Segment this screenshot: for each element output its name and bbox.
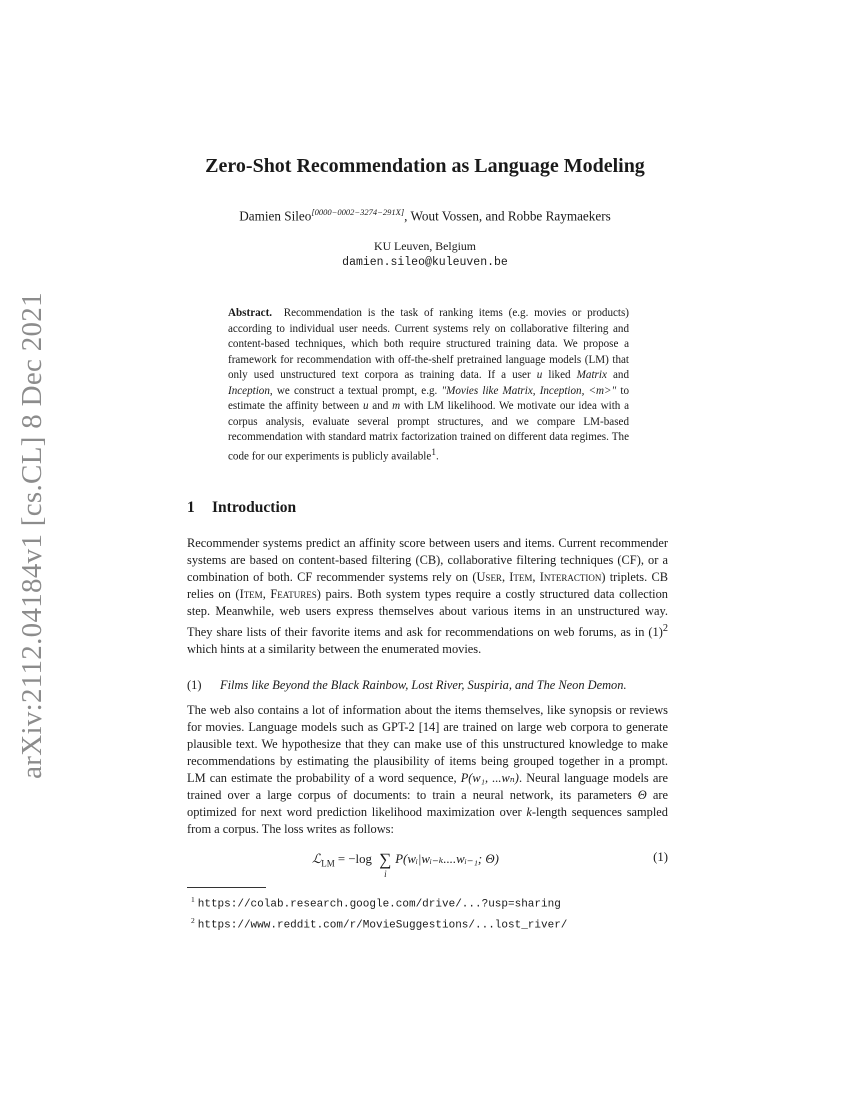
body-text: ) triplets. CB relies on ( [187, 570, 668, 601]
loss-equation [187, 850, 668, 880]
body-text: , [501, 570, 510, 584]
example-text: Films like Beyond the Black Rainbow, Lost River, Suspiria, and The Neon Demon. [220, 678, 627, 692]
arxiv-identifier-stamp [4, 291, 60, 779]
abstract-text: . [435, 450, 439, 463]
small-caps-term: Item [239, 587, 263, 601]
section-title: Introduction [212, 499, 297, 516]
other-authors: , Wout Vossen, and Robbe Raymaekers [404, 208, 611, 224]
footnote-2 [191, 913, 567, 934]
footnote-1 [191, 892, 567, 913]
numbered-example [187, 678, 627, 693]
abstract-text: and [372, 400, 389, 412]
body-text: ) pairs. Both system types require a costly structured data collection step. Meanwhile, web users express themselves about various items in an unstructured way. They share lists of their favorite items and ask for recommendations on web forums, as in (1) [187, 587, 668, 640]
math-expression: P(w₁, ...wₙ) [460, 771, 519, 785]
equation-rhs: P(wᵢ|wᵢ₋ₖ....wᵢ₋₁; Θ) [395, 852, 499, 866]
body-text: Recommender systems predict an affinity score between users and items. Current recommender systems are based on content-based filtering (CB), collaborative filtering techniques (CF), or a combination of both. CF recommender systems rely on ( [187, 536, 668, 584]
author-email[interactable]: damien.sileo@kuleuven.be [342, 256, 508, 269]
abstract-text: liked [548, 369, 571, 381]
body-text: are optimized for next word prediction likelihood maximization over [187, 788, 668, 819]
footnotes [191, 892, 567, 933]
body-text: which hints at a similarity between the enumerated movies. [187, 642, 482, 657]
var-u: u [536, 369, 543, 381]
body-text: -length sequences sampled from a corpus. The loss writes as follows: [187, 805, 668, 836]
body-text: , [262, 587, 271, 601]
footnote-link[interactable]: https://www.reddit.com/r/MovieSuggestions/...lost_river/ [197, 919, 568, 932]
equation-operator: = −log [334, 852, 376, 866]
abstract-label: Abstract. [228, 307, 273, 319]
affiliation: KU Leuven, Belgium [374, 239, 476, 253]
movie-title: Inception [228, 384, 270, 397]
prompt-example: "Movies like Matrix, Inception, <m>" [441, 384, 617, 397]
sum-index: i [384, 869, 387, 879]
footnote-link[interactable]: https://colab.research.google.com/drive/...?usp=sharing [197, 898, 561, 911]
loss-symbol: ℒ [312, 852, 322, 866]
paper-title: Zero-Shot Recommendation as Language Modeling [205, 155, 645, 177]
footnote-mark: 2 [191, 915, 195, 925]
footnote-ref[interactable]: 2 [662, 623, 668, 634]
summation-symbol [379, 850, 392, 879]
footnote-mark: 1 [191, 895, 195, 904]
abstract-text: , we construct a textual prompt, e.g. [269, 384, 438, 397]
movie-title: Matrix [576, 369, 607, 381]
abstract-text: with LM likelihood. We motivate our idea with a corpus analysis, evaluate several prompt structures, and we compare LM-based recommendation with standard matrix factorization trained on different data regimes. The code for our experiments is publicly available [228, 400, 630, 463]
intro-paragraph-2 [187, 702, 668, 838]
sum-sign: ∑ [379, 850, 392, 869]
abstract-text: Recommendation is the task of ranking items (e.g. movies or products) according to individual user needs. Current systems rely on collaborative filtering and content-based techniques, which both require structured training data. We propose a framework for recommendation with off-the-shelf pretrained language models (LM) that only used unstructured text corpora as training data. If a user [228, 307, 630, 381]
loss-subscript: LM [321, 858, 335, 869]
abstract [228, 306, 629, 465]
orcid-id: [0000−0002−3274−291X] [311, 207, 405, 217]
example-label: (1) [187, 678, 202, 692]
equation-formula [312, 850, 499, 879]
first-author: Damien Sileo [239, 208, 312, 224]
arxiv-id-text: arXiv:2112.04184v1 [cs.CL] 8 Dec 2021 [15, 291, 48, 779]
var-u: u [362, 400, 369, 412]
intro-paragraph-1 [187, 535, 668, 658]
footnote-divider [187, 887, 266, 888]
small-caps-term: User [476, 570, 502, 584]
body-text: The web also contains a lot of information about the items themselves, like synopsis or reviews for movies. Language models such as GPT-2 [14] are trained on large web corpora to generate plausible text. We hypothesize that they can make use of this unstructured knowledge to make recommendations by estimating the plausibility of items being grouped together in a prompt. LM can estimate the probability of a word sequence, [187, 703, 668, 785]
abstract-text: and [612, 369, 629, 381]
body-text: , [532, 570, 540, 584]
author-line [0, 207, 850, 224]
section-heading [187, 499, 296, 517]
equation-number: (1) [653, 850, 668, 864]
body-text: . Neural language models are trained over a large corpus of documents: to train a neural network, its parameters [187, 771, 668, 802]
math-theta: Θ [637, 788, 647, 802]
footnote-ref[interactable]: 1 [431, 447, 436, 458]
small-caps-term: Item [509, 570, 533, 584]
section-number: 1 [187, 499, 195, 516]
abstract-text: to estimate the affinity between [228, 384, 630, 412]
small-caps-term: Features [270, 587, 317, 601]
var-m: m [392, 400, 401, 412]
small-caps-term: Interaction [539, 570, 602, 584]
math-k: k [526, 805, 532, 819]
